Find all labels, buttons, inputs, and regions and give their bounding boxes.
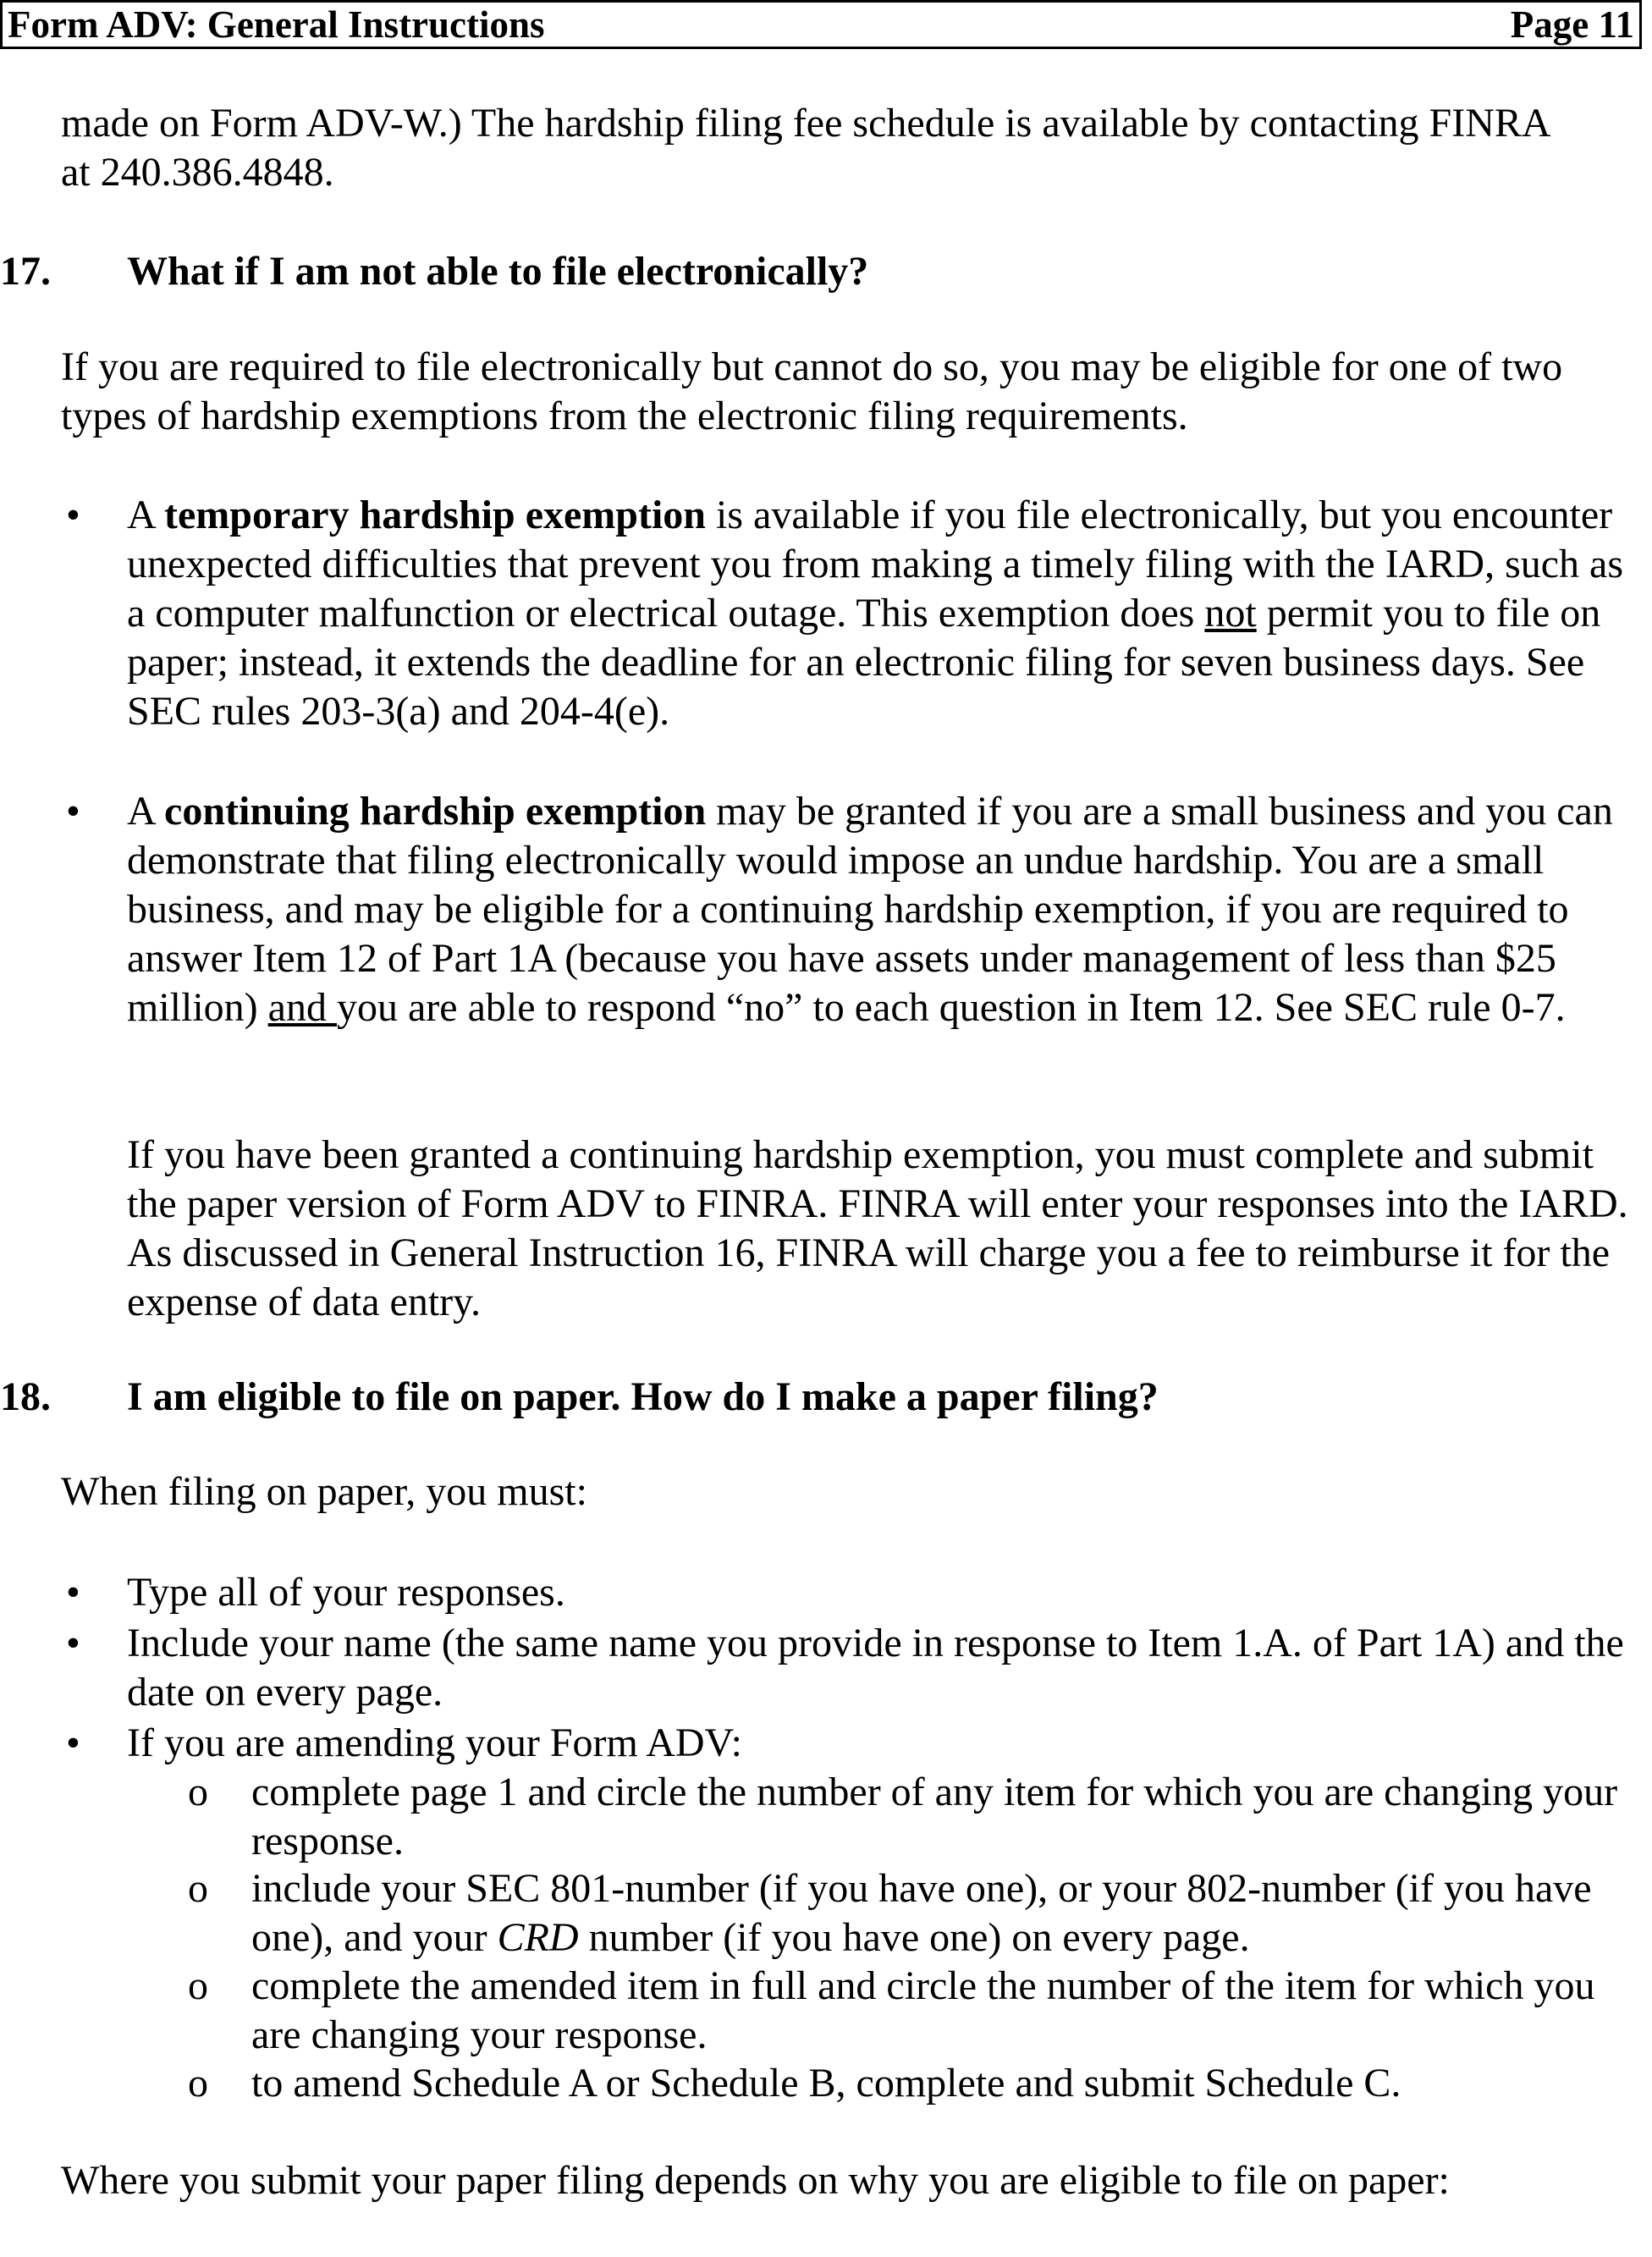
q18-sub-item-3-text: complete the amended item in full and circle the number of the item for which you are changing your response. [251,1963,1595,2057]
question-18-number: 18. [0,1374,51,1419]
q18-sub-item-2-text: include your SEC 801-number (if you have one), or your 802-number (if you have one), and your CRD number (if you have one) on every page. [251,1866,1592,1960]
q18-bullet-name-text: Include your name (the same name you provide in response to Item 1.A. of Part 1A) and the date on every page. [127,1621,1624,1715]
question-17-number: 17. [0,249,51,294]
q18-closing-paragraph: Where you submit your paper filing depends on why you are eligible to file on paper: [61,2158,1450,2203]
bullet-glyph: • [66,1720,80,1765]
sub-bullet-glyph: o [188,2061,208,2106]
q17-paragraph: If you are required to file electronically but cannot do so, you may be eligible for one of two types of hardship exemptions from the electronic filing requirements. [61,344,1563,438]
q18-paragraph: When filing on paper, you must: [61,1469,587,1514]
question-17-heading [0,247,868,296]
header-title: Form ADV: General Instructions [8,3,545,46]
sub-bullet-glyph: o [188,1963,208,2008]
bullet-glyph: • [66,1621,80,1665]
q18-sub-item-1-text: complete page 1 and circle the number of any item for which you are changing your response. [251,1770,1618,1863]
q18-bullet-amending-text: If you are amending your Form ADV: [127,1720,742,1765]
bullet-glyph: • [66,1570,80,1615]
q17-bullet-continuing-text: A continuing hardship exemption may be granted if you are a small business and you can demonstrate that filing electronically would impose an undue hardship. You are a small business, and may be eligible for a continuing hardship exemption, if you are required to answer Item 12 of Part 1A (because you have assets under management of less than $25 million) and you are able to respond “no” to each question in Item 12. See SEC rule 0-7. [127,789,1613,1030]
sub-bullet-glyph: o [188,1770,208,1814]
q17-bullet-temporary-text: A temporary hardship exemption is available if you file electronically, but you encounter unexpected difficulties that prevent you from making a timely filing with the IARD, such as a computer malfunction or electrical outage. This exemption does not permit you to file on paper; instead, it extends the deadline for an electronic filing for seven business days. See SEC rules 203-3(a) and 204-4(e). [127,493,1624,734]
sub-bullet-glyph: o [188,1866,208,1911]
underlined-not: not [1204,591,1257,636]
crd-term: CRD [497,1915,579,1960]
q18-bullet-type-text: Type all of your responses. [127,1570,565,1615]
q18-sub-item-4-text: to amend Schedule A or Schedule B, complete and submit Schedule C. [251,2061,1401,2106]
underlined-and: and [267,985,337,1030]
bullet-glyph: • [66,789,80,834]
question-17-title: What if I am not able to file electronically? [127,249,869,294]
question-18-title: I am eligible to file on paper. How do I make a paper filing? [127,1374,1159,1419]
page-number: Page 11 [1510,3,1634,46]
intro-line-2: at 240.386.4848. [61,150,334,195]
bullet-glyph: • [66,493,80,537]
q17-continuing-paragraph-text: If you have been granted a continuing hardship exemption, you must complete and submit the paper version of Form ADV to FINRA. FINRA will enter your responses into the IARD. As discussed in General Instruction 16, FINRA will charge you a fee to reimburse it for the expense of data entry. [127,1132,1628,1324]
question-18-heading [0,1373,1159,1422]
temporary-hardship-term: temporary hardship exemption [164,493,706,537]
intro-line-1: made on Form ADV-W.) The hardship filing fee schedule is available by contacting FINRA [61,101,1551,146]
page-header [0,0,1642,49]
continuing-hardship-term: continuing hardship exemption [164,789,707,834]
